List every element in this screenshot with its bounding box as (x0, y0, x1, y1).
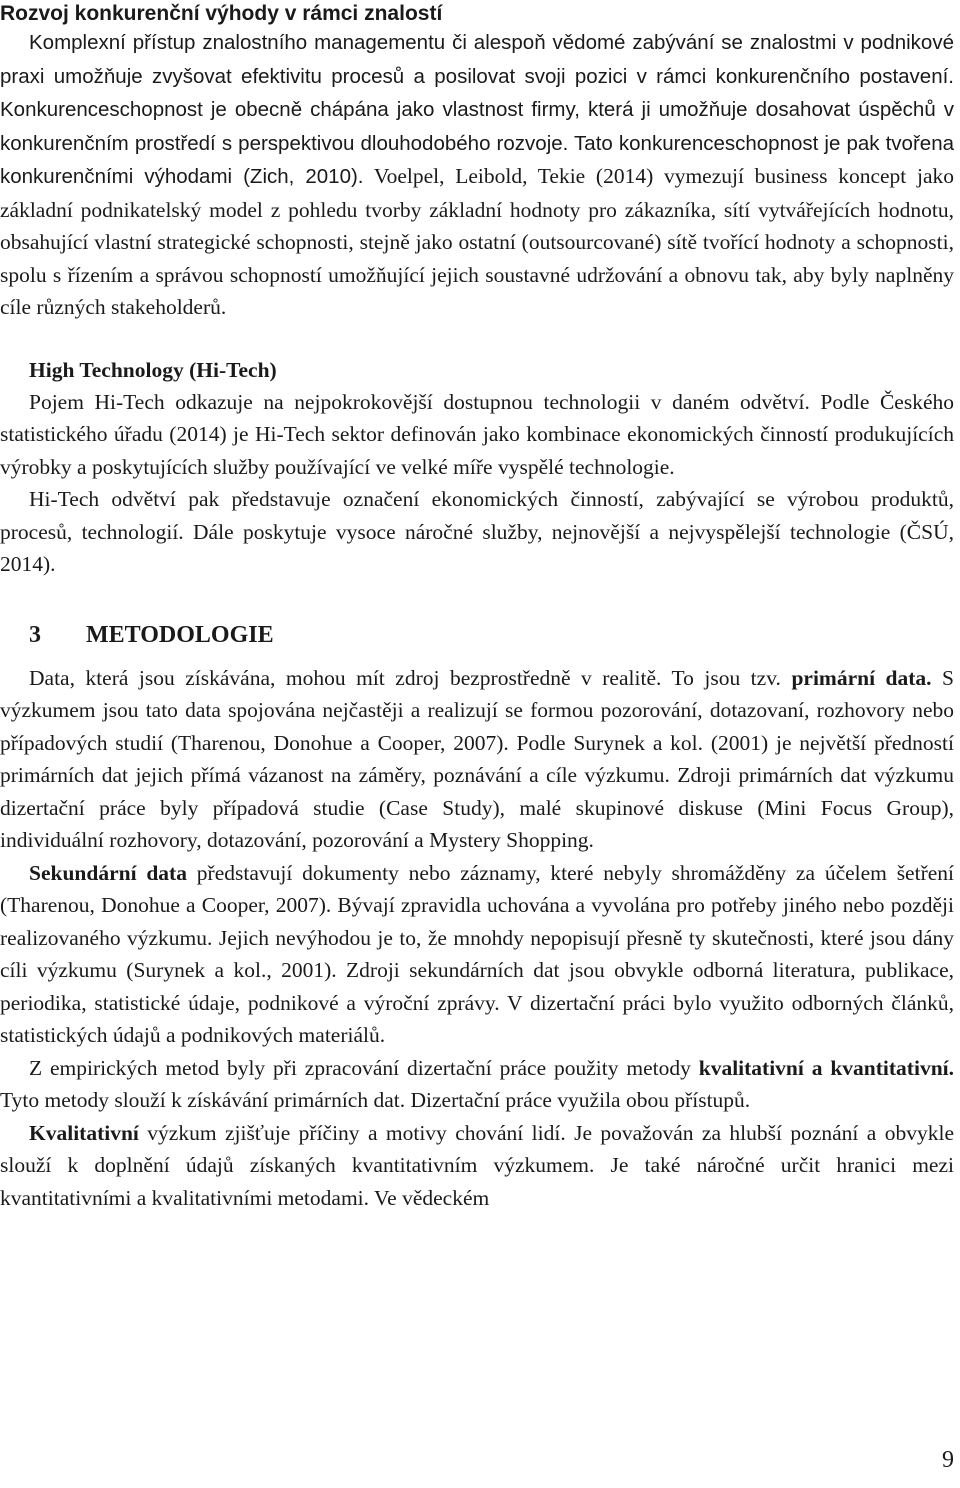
chapter-title: METODOLOGIE (86, 621, 274, 648)
paragraph-secondary-data (0, 857, 954, 1052)
paragraph-hitech-2: Hi-Tech odvětví pak představuje označení ekonomických činností, zabývající se výrobou produktů, procesů, technologií. Dále poskytuje vysoce náročné služby, nejnovější a nejvyspělejší technologie (ČSÚ, 2014). (0, 487, 954, 576)
secondary-data-text: představují dokumenty nebo záznamy, které nebyly shromážděny za účelem šetření (Tharenou, Donohue a Cooper, 2007). Bývají zpravidla uchována a vyvolána pro potřeby jiného nebo později realizovaného výzkumu. Jejich nevýhodou je to, že mnohdy nepopisují přesně ty skutečnosti, které jsou dány cíli výzkumu (Surynek a kol., 2001). Zdroji sekundárních dat jsou obvykle odborná literatura, publikace, periodika, statistické údaje, podnikové a výroční zprávy. V dizertační práci bylo využito odborných článků, statistických údajů a podnikových materiálů. (0, 860, 955, 1047)
paragraph-empirical-methods (0, 1052, 954, 1117)
section-heading-knowledge: Rozvoj konkurenční výhody v rámci znalostí (0, 2, 443, 25)
qualitative-text: výzkum zjišťuje příčiny a motivy chování lidí. Je považován za hlubší poznání a obvykle slouží k doplnění údajů získaných kvantitativním výzkumem. Je také náročné určit hranici mezi kvantitativními a kvalitativními metodami. Ve vědeckém (0, 1120, 954, 1210)
qualitative-term: Kvalitativní (29, 1120, 139, 1145)
paragraph-knowledge-serif: Voelpel, Leibold, Tekie (2014) vymezují business koncept jako základní podnikatelský model z pohledu tvorby základní hodnoty pro zákazníka, sítí vytvářejících hodnotu, obsahující vlastní strategické schopnosti, stejně jako ostatní (outsourcované) sítě tvořící hodnoty a schopnosti, spolu s řízením a správou schopností umožňující jejich soustavné udržování a obnovu tak, aby byly naplněny cíle různých stakeholderů. (0, 164, 955, 319)
paragraph-hitech-1: Pojem Hi-Tech odkazuje na nejpokrokovější dostupnou technologii v daném odvětví. Podle Českého statistického úřadu (2014) je Hi-Tech sektor definován jako kombinace ekonomických činností produkujících výrobky a poskytujících služby používající ve velké míře vyspělé technologie. (0, 389, 954, 479)
paragraph-primary-data (0, 662, 954, 857)
secondary-data-term: Sekundární data (29, 860, 187, 885)
page-number: 9 (942, 1447, 954, 1473)
primary-data-text-a: Data, která jsou získávána, mohou mít zdroj bezprostředně v realitě. To jsou tzv. (29, 665, 792, 690)
chapter-heading-methodology (0, 619, 954, 651)
empirical-methods-text-a: Z empirických metod byly při zpracování dizertační práce použity metody (29, 1055, 699, 1080)
paragraph-qualitative (0, 1117, 954, 1215)
chapter-number: 3 (29, 621, 41, 648)
primary-data-term: primární data. (791, 665, 932, 690)
empirical-methods-term: kvalitativní a kvantitativní. (698, 1055, 954, 1080)
paragraph-knowledge-sans: Komplexní přístup znalostního managementu či alespoň vědomé zabývání se znalostmi v podnikové praxi umožňuje zvyšovat efektivitu procesů a posilovat svoji pozici v rámci konkurenčního postavení. Konkurenceschopnost je obecně chápána jako vlastnost firmy, která ji umožňuje dosahovat úspěchů v konkurenčním prostředí s perspektivou dlouhodobého rozvoje. Tato konkurenceschopnost je pak tvořena konkurenčními výhodami (Zich, 2010). (0, 31, 954, 188)
paragraph-knowledge (0, 26, 954, 324)
primary-data-text-b: S výzkumem jsou tato data spojována nejčastěji a realizují se formou pozorování, dotazovaní, rozhovory nebo případových studií (Tharenou, Donohue a Cooper, 2007). Podle Surynek a kol. (2001) je největší předností primárních dat jejich přímá vázanost na záměry, poznávání a cíle výzkumu. Zdroji primárních dat výzkumu dizertační práce byly případová studie (Case Study), malé skupinové diskuse (Mini Focus Group), individuální rozhovory, dotazování, pozorování a Mystery Shopping. (0, 665, 955, 852)
section-heading-hitech: High Technology (Hi-Tech) (29, 357, 277, 382)
empirical-methods-text-b: Tyto metody slouží k získávání primárních dat. Dizertační práce využila obou přístupů. (0, 1088, 751, 1112)
